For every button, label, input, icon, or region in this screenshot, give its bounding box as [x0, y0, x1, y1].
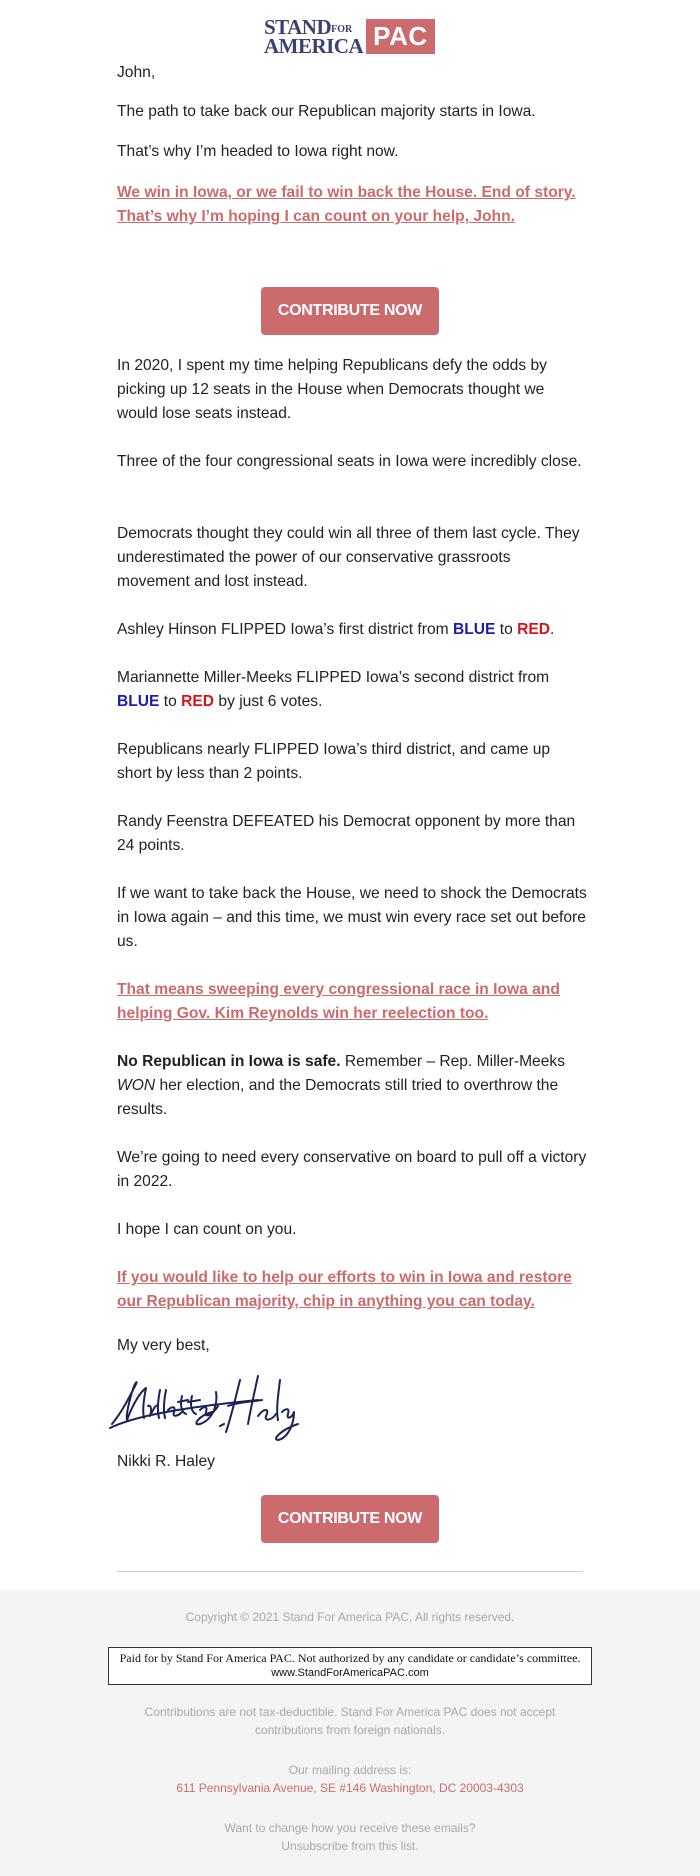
paragraph-every-conservative: We’re going to need every conservative on board to pull off a victory in 2022.: [117, 1149, 587, 1190]
paragraph-headed-iowa: That’s why I’m headed to Iowa right now.: [117, 143, 399, 160]
mailing-label: Our mailing address is:: [288, 1763, 412, 1777]
greeting: John,: [117, 64, 156, 81]
logo-pac-badge: PAC: [366, 19, 434, 54]
paragraph-no-republican-safe: No Republican in Iowa is safe. Remember – Rep. Miller-Meeks WON her election, and the Democrats still tried to overthrow the results.: [117, 1053, 565, 1118]
change-preferences-prompt: Want to change how you receive these emails?: [224, 1821, 476, 1835]
paragraph-democrats-thought: Democrats thought they could win all three of them last cycle. They underestimated the power of our conservative grassroots movement and lost instead.: [117, 525, 580, 590]
logo-america: AMERICA: [264, 34, 364, 58]
paid-for-disclaimer-box: [108, 1647, 592, 1685]
donate-link-3[interactable]: If you would like to help our efforts to win in Iowa and restore our Republican majority, chip in anything you can today.: [117, 1269, 572, 1310]
paragraph-feenstra: Randy Feenstra DEFEATED his Democrat opponent by more than 24 points.: [117, 813, 576, 854]
logo-wordmark: [264, 17, 363, 57]
mailing-address[interactable]: 611 Pennsylvania Avenue, SE #146 Washington, DC 20003-4303: [176, 1781, 524, 1795]
copyright: Copyright © 2021 Stand For America PAC, All rights reserved.: [185, 1610, 515, 1624]
stand-for-america-pac-logo: [264, 17, 436, 57]
blue-word: BLUE: [117, 693, 160, 710]
logo-for: FOR: [331, 24, 353, 35]
red-word: RED: [517, 621, 551, 638]
paragraph-path-iowa: The path to take back our Republican majority starts in Iowa.: [117, 103, 536, 120]
email-footer: [0, 1590, 700, 1876]
red-word: RED: [181, 693, 215, 710]
donate-link-2[interactable]: That means sweeping every congressional race in Iowa and helping Gov. Kim Reynolds win her reelection too.: [117, 981, 560, 1022]
paragraph-2020: In 2020, I spent my time helping Republicans defy the odds by picking up 12 seats in the House when Democrats thought we would lose seats instead.: [117, 357, 547, 422]
paid-for-line: Paid for by Stand For America PAC. Not authorized by any candidate or candidate’s committee.: [119, 1651, 581, 1665]
donate-link-1[interactable]: We win in Iowa, or we fail to win back the House. End of story. That’s why I’m hoping I can count on your help, John.: [117, 184, 576, 225]
contribute-now-button-top[interactable]: CONTRIBUTE NOW: [261, 287, 439, 335]
disclaimer-line-2: contributions from foreign nationals.: [254, 1723, 446, 1737]
paragraph-count-on-you: I hope I can count on you.: [117, 1221, 297, 1238]
blue-word: BLUE: [452, 621, 496, 638]
divider: [117, 1571, 583, 1572]
paragraph-third-district: Republicans nearly FLIPPED Iowa’s third district, and came up short by less than 2 points.: [117, 741, 551, 782]
unsubscribe-link[interactable]: Unsubscribe from this list.: [281, 1839, 419, 1853]
logo-stand: STAND: [264, 15, 332, 39]
contribute-now-button-bottom[interactable]: CONTRIBUTE NOW: [261, 1495, 439, 1543]
paragraph-three-seats: Three of the four congressional seats in Iowa were incredibly close.: [117, 453, 582, 470]
closing: My very best,: [117, 1337, 210, 1354]
handwritten-signature: [108, 1366, 304, 1444]
pac-website: www.StandForAmericaPAC.com: [271, 1667, 429, 1679]
paragraph-shock-democrats: If we want to take back the House, we need to shock the Democrats in Iowa again – and this time, we must win every race set out before us.: [117, 885, 587, 950]
paragraph-miller-meeks: Mariannette Miller-Meeks FLIPPED Iowa’s second district from BLUE to RED by just 6 votes.: [117, 669, 550, 710]
disclaimer-line-1: Contributions are not tax-deductible. Stand For America PAC does not accept: [144, 1705, 556, 1719]
signer-name: Nikki R. Haley: [117, 1453, 215, 1470]
paragraph-hinson: Ashley Hinson FLIPPED Iowa’s first district from BLUE to RED.: [117, 621, 555, 638]
